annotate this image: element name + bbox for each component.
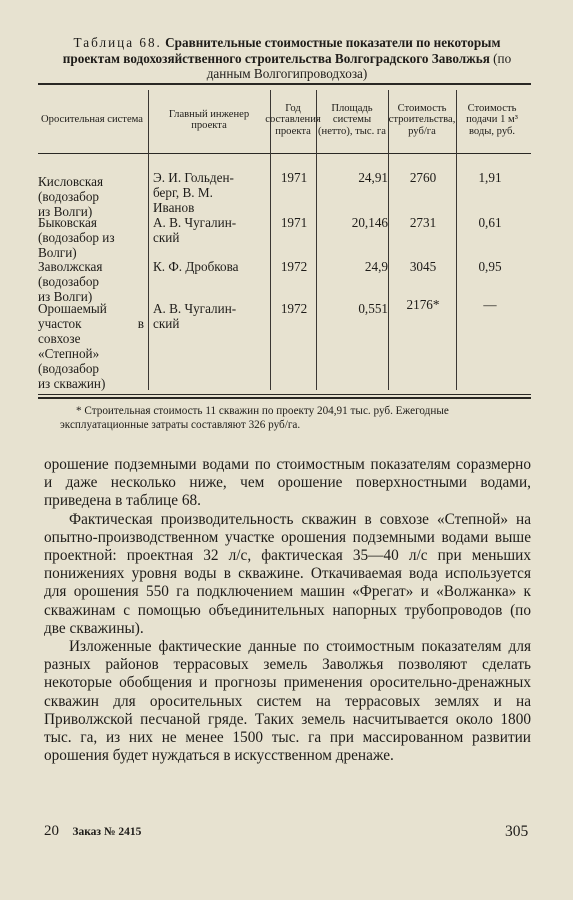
signature-number: 20 — [44, 823, 59, 839]
cell-year: 1971 — [280, 170, 308, 185]
cell-area: 20,146 — [351, 215, 388, 230]
cell-year: 1972 — [280, 259, 308, 274]
cell-system: Заволжская (водозабор из Волги) — [38, 259, 103, 304]
cell-system: Орошаемый участок в совхозе «Степной» (водозабор из скважин) — [38, 301, 144, 391]
order-number: Заказ № 2415 — [72, 826, 142, 838]
cell-system: Кисловская (водозабор из Волги) — [38, 174, 104, 219]
printer-signature — [44, 823, 141, 840]
cell-engineer: Э. И. Гольден- берг, В. М. Иванов — [153, 170, 234, 215]
cell-area: 24,91 — [358, 170, 388, 185]
cell-water: 0,95 — [478, 259, 502, 274]
header-cost: Стоимость строительства, руб/га — [388, 102, 456, 137]
cell-engineer: К. Ф. Дробкова — [153, 259, 239, 274]
cell-engineer: А. В. Чугалин- ский — [153, 215, 237, 245]
header-water: Стоимость подачи 1 м³ воды, руб. — [466, 102, 518, 137]
cell-engineer: А. В. Чугалин- ский — [153, 301, 237, 331]
table-header-rule — [38, 153, 531, 154]
table-bottom-rule — [38, 394, 531, 395]
table-caption — [52, 35, 522, 82]
header-engineer: Главный инженер проекта — [168, 108, 250, 131]
cell-area: 0,551 — [358, 301, 388, 316]
header-system: Оросительная система — [41, 114, 143, 126]
header-year: Год составления проекта — [265, 102, 321, 137]
cell-water: — — [483, 297, 497, 312]
cell-cost: 2760 — [409, 170, 437, 185]
cell-system: Быковская (водозабор из Волги) — [38, 215, 115, 260]
table-title: Сравнительные стоимостные показатели по некоторым проектам водохозяйственного строительства Волгоградского Заволжья — [62, 35, 501, 66]
cell-year: 1972 — [280, 301, 308, 316]
cell-cost: 2176* — [406, 297, 440, 312]
header-area: Площадь системы (нетто), тыс. га — [318, 102, 386, 137]
paragraph: Фактическая производительность скважин в совхозе «Степной» на опытно-производственном участке орошения подземными водами выше проектной: проектная 32 л/с, фактическая 35—40 л/с при меньших понижениях уровня воды в скважине. Откачиваемая вода используется для орошения 550 га подключением машин «Фрегат» и «Волжанка» к скважинам с помощью объединительных напорных трубопроводов (по две скважины). — [44, 510, 531, 637]
cell-area: 24,9 — [364, 259, 388, 274]
cell-water: 1,91 — [478, 170, 502, 185]
cell-year: 1971 — [280, 215, 308, 230]
table-label: Таблица 68. — [73, 35, 162, 50]
table-source: (по данным Волгогипроводхоза) — [206, 50, 512, 81]
column-divider — [148, 90, 149, 390]
body-text — [44, 456, 531, 765]
cell-cost: 3045 — [409, 259, 437, 274]
table-bottom-thick-rule — [38, 397, 531, 399]
cell-cost: 2731 — [409, 215, 437, 230]
page-number: 305 — [505, 823, 529, 840]
paragraph: Изложенные фактические данные по стоимостным показателям для разных районов террасовых земель Заволжья позволяют сделать некоторые обобщения и прогнозы применения оросительно-дренажных скважин для оросительных систем на террасовых землях и на Приволжской песчаной гряде. Таких земель насчитывается около 1800 тыс. га, из них не менее 1500 тыс. га при массированном развитии орошения будет нуждаться в искусственном дренаже. — [44, 638, 531, 765]
table-footnote: * Строительная стоимость 11 скважин по проекту 204,91 тыс. руб. Ежегодные эксплуатационные затраты составляют 326 руб/га. — [60, 405, 449, 431]
cell-water: 0,61 — [478, 215, 502, 230]
paragraph: орошение подземными водами по стоимостным показателям соразмерно и даже несколько ниже, чем орошение поверхностными водами, приведена в таблице 68. — [44, 456, 531, 510]
table-top-rule — [38, 83, 531, 85]
